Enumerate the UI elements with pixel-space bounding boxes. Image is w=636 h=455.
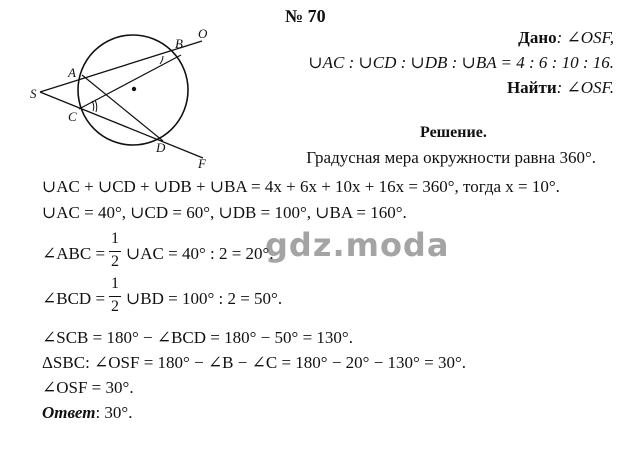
angle-mark-c2 [95, 100, 97, 112]
label-s: S [30, 86, 37, 101]
label-d: D [156, 140, 166, 155]
solution-line-scb: ∠SCB = 180° − ∠BCD = 180° − 50° = 130°. [42, 328, 353, 347]
fraction-bcd-bar [109, 296, 121, 297]
solution-line-2: ∪AC = 40°, ∪CD = 60°, ∪DB = 100°, ∪BA = 160°. [42, 203, 407, 222]
given-line [518, 28, 614, 48]
solution-heading: Решение. [420, 124, 487, 141]
fraction-abc-bar [109, 251, 121, 252]
label-c: C [68, 109, 77, 124]
fraction-bcd-num: 1 [111, 275, 119, 292]
solution-line-bcd-left: ∠BCD = [42, 289, 106, 308]
solution-line-1: ∪AC + ∪CD + ∪DB + ∪BA = 4x + 6x + 10x + 16x = 360°, тогда x = 10°. [42, 177, 560, 196]
answer-value: : 30°. [95, 403, 133, 422]
watermark: gdz.moda [265, 226, 450, 264]
angle-mark-c [92, 101, 94, 111]
solution-line-abc-right: ∪AC = 40° : 2 = 20°. [126, 244, 274, 263]
solution-line-abc-left: ∠ABC = [42, 244, 106, 263]
fraction-bcd-den: 2 [111, 298, 119, 315]
label-o: O [198, 26, 208, 41]
find-label: Найти [506, 78, 557, 97]
center-point [132, 87, 136, 91]
problem-title: № 70 [285, 6, 326, 26]
label-a: A [68, 65, 76, 80]
find-line [507, 78, 614, 98]
given-ratio: ∪AC : ∪CD : ∪DB : ∪BA = 4 : 6 : 10 : 16. [308, 53, 614, 72]
geometry-figure [0, 0, 240, 180]
solution-line-sbc: ΔSBC: ∠OSF = 180° − ∠B − ∠C = 180° − 20° − 130° = 30°. [42, 353, 466, 372]
answer-label: Ответ [42, 403, 96, 422]
angle-mark-b [160, 56, 163, 64]
ray-sf [40, 92, 203, 158]
fraction-abc-num: 1 [111, 230, 119, 247]
given-label: Дано [518, 28, 557, 47]
label-f: F [198, 156, 206, 171]
solution-line-bcd-right: ∪BD = 100° : 2 = 50°. [126, 289, 283, 308]
solution-intro: Градусная мера окружности равна 360°. [306, 148, 596, 167]
answer-line [42, 403, 132, 423]
find-value: : ∠OSF. [556, 78, 614, 97]
given-value: : ∠OSF, [556, 28, 614, 47]
solution-line-osf: ∠OSF = 30°. [42, 378, 134, 397]
label-b: B [175, 36, 183, 51]
fraction-abc-den: 2 [111, 253, 119, 270]
